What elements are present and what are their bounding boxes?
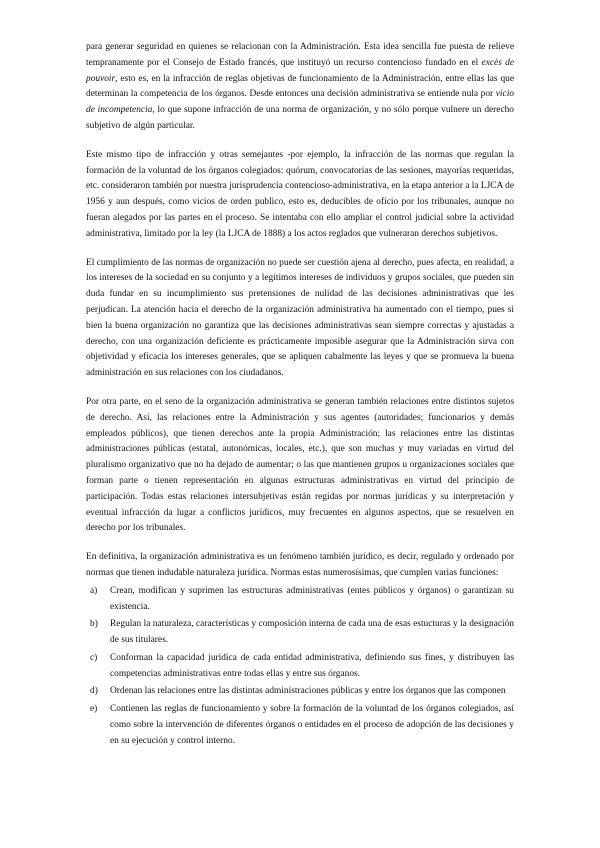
list-item: [86, 684, 514, 700]
list-item-text: Regulan la naturaleza, características y composición interna de cada una de esas estucturas y la designación de sus titulares.: [110, 619, 514, 646]
list-marker: a): [90, 585, 98, 596]
list-item: [86, 617, 514, 649]
paragraph-compliance-organization-norms: [86, 256, 514, 382]
paragraph-text: Por otra parte, en el seno de la organización administrativa se generan también relaciones entre distintos sujetos de derecho. Así, las relaciones entre la Administración y sus agentes (autoridades; funcionarios y demás empleados públicos), que tienen derechos ante la propia Administración; las relaciones entre las distintas administraciones públicas (estatal, autonómicas, locales, etc.), que son muchas y muy variadas en virtud del pluralismo organizativo que no ha dejado de aumentar; o las que mantienen grupos u organizaciones sociales que forman parte o tienen representación en algunas estructuras administrativas en virtud del principio de participación. Todas estas relaciones intersubjetivas están regidas por normas jurídicas y su interpretación y eventual infracción da lugar a conflictos jurídicos, muy frecuentes en algunos aspectos, que se resuelven en derecho por los tribunales.: [86, 396, 514, 534]
paragraph-text: , esto es, en la infracción de reglas objetivas de funcionamiento de la Administración, entre ellas las que determinan la competencia de los órganos. Desde entonces una decisión administrativa se entiende nula por: [86, 73, 514, 100]
paragraph-excess-of-power: [86, 40, 514, 135]
list-item: [86, 651, 514, 683]
paragraph-public-order-defects: [86, 148, 514, 243]
list-item: [86, 702, 514, 749]
list-marker: e): [90, 704, 98, 715]
paragraph-text: , lo que supone infracción de una norma de organización, y no sólo porque vulnere un derecho subjetivo de algún particular.: [86, 105, 514, 131]
paragraph-intersubjective-relations: [86, 395, 514, 537]
list-item-text: Crean, modifican y suprimen las estructuras administrativas (entes públicos y órganos) o garantizan su existencia.: [110, 585, 514, 612]
paragraph-text: Este mismo tipo de infracción y otras semejantes -por ejemplo, la infracción de las normas que regulan la formación de la voluntad de los órganos colegiados: quórum, convocatorias de las sesiones, mayorías requeridas, etc. consideraron también por nuestra jurisprudencia contencioso-administrativa, en la etapa anterior a la LJCA de 1956 y aun después, como vicios de orden publico, esto es, deducibles de oficio por los tribunales, aunque no fueran alegados por las partes en el proceso. Se intentaba con ello ampliar el control judicial sobre la actividad administrativa, limitado por la ley (la LJCA de 1888) a los actos reglados que vulneraran derechos subjetivos.: [86, 149, 514, 239]
paragraph-text: En definitiva, la organización administrativa es un fenómeno también jurídico, es decir, regulado y ordenado por normas que tienen indudable naturaleza jurídica. Normas estas numerosísimas, que cumplen varias funciones:: [86, 552, 514, 578]
functions-list: [86, 584, 514, 750]
paragraph-text: El cumplimiento de las normas de organización no puede ser cuestión ajena al derecho, pues afecta, en realidad, a los intereses de la sociedad en su conjunto y a legítimos intereses de individuos y grupos sociales, que pueden sin duda fundar en su incumplimiento sus pretensiones de nulidad de las decisiones administrativas que les perjudican. La atención hacia el derecho de la organización administrativa ha aumentado con el tiempo, pues si bien la buena organización no garantiza que las decisiones administrativas sean siempre correctas y ajustadas a derecho, con una organización deficiente es prácticamente imposible asegurar que la Administración sirva con objetividad y eficacia los intereses generales, que se apliquen cabalmente las leyes y que se promueva la buena administración en sus relaciones con los ciudadanos.: [86, 257, 514, 379]
list-marker: b): [90, 619, 98, 630]
list-item-text: Contienen las reglas de funcionamiento y sobre la formación de la voluntad de los órganos colegiados, así como sobre la intervención de diferentes órganos o entidades en el proceso de adopción de las decisiones y en su ejecución y control interno.: [110, 704, 514, 746]
list-item-text: Conforman la capacidad jurídica de cada entidad administrativa, definiendo sus fines, y distribuyen las competencias administrativas entre todas ellas y entre sus órganos.: [110, 652, 514, 679]
paragraph-text: para generar seguridad en quienes se relacionan con la Administración. Esta idea sencilla fue puesta de relieve tempranamente por el Consejo de Estado francés, que instituyó un recurso contencioso fundado en el: [86, 42, 514, 68]
italic-term-exces-de-pouvoir: excès de pouvoir: [86, 57, 514, 84]
italic-term-vicio-de-incompetencia: vicio de incompetencia: [86, 89, 514, 116]
paragraph-conclusion: [86, 550, 514, 582]
list-marker: d): [90, 686, 98, 697]
document-page: [86, 40, 514, 752]
list-marker: c): [90, 652, 98, 663]
list-item: [86, 584, 514, 616]
list-item-text: Ordenan las relaciones entre las distintas administraciones públicas y entre los órganos que las componen: [110, 686, 506, 697]
